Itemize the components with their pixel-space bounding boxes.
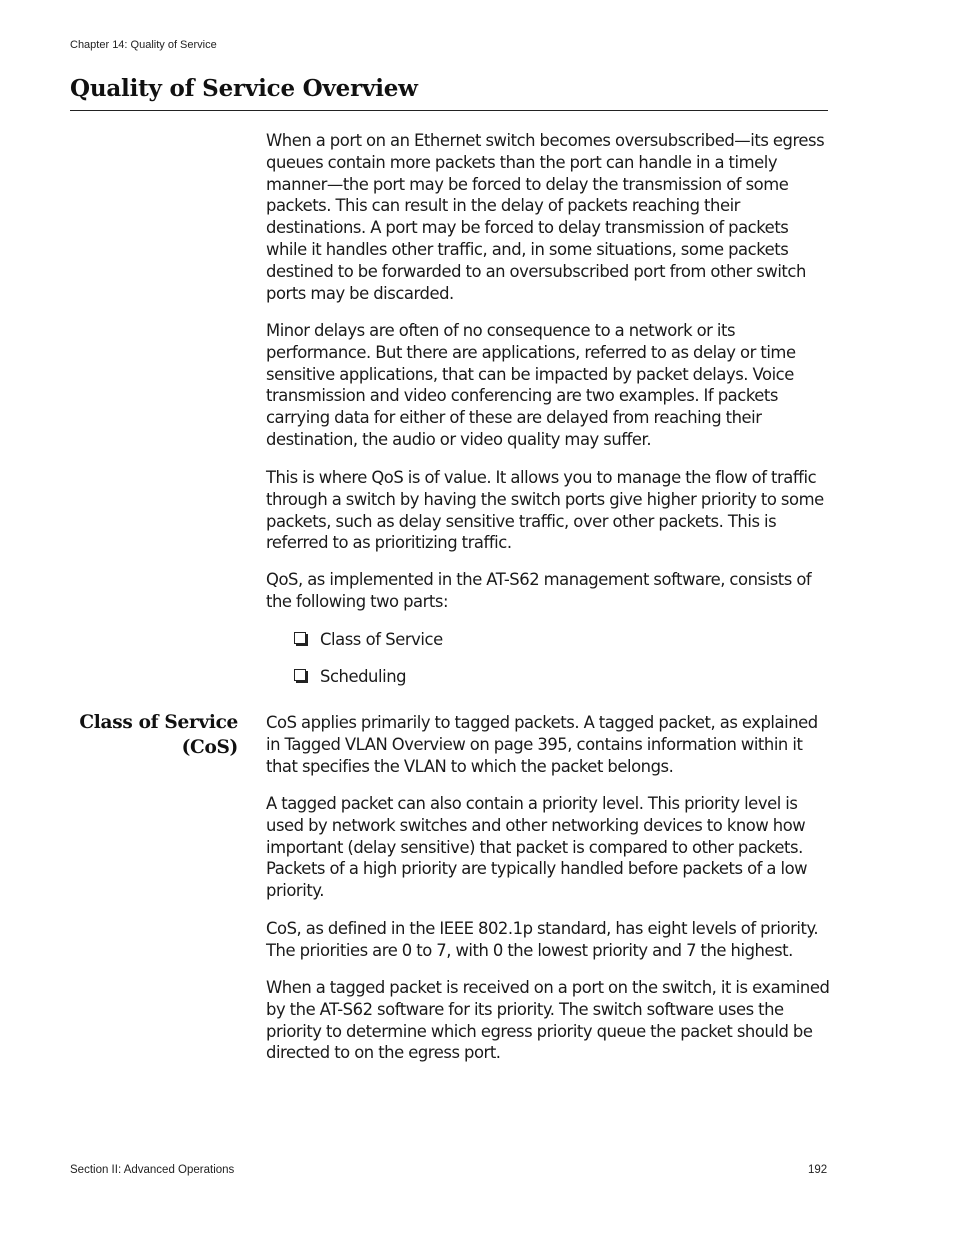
paragraph-ieee-8021p: CoS, as defined in the IEEE 802.1p standard, has eight levels of priority. The priorities are 0 to 7, with 0 the lowest priority and 7 the highest. <box>266 919 819 960</box>
paragraph-oversubscribed: When a port on an Ethernet switch becomes oversubscribed—its egress queues contain more packets than the port can handle in a timely manner—the port may be forced to delay the transmission of some packets. This can result in the delay of packets reaching their destinations. A port may be forced to delay transmission of packets while it handles other traffic, and, in some situations, some packets destined to be forwarded to an oversubscribed port from other switch ports may be discarded. <box>266 131 825 303</box>
bullet-label: Class of Service <box>320 630 443 649</box>
paragraph-qos-value: This is where QoS is of value. It allows you to manage the flow of traffic through a switch by having the switch ports give higher priority to some packets, such as delay sensitive traffic, over other packets. This is referred to as prioritizing traffic. <box>266 468 824 553</box>
paragraph-minor-delays: Minor delays are often of no consequence to a network or its performance. But there are applications, referred to as delay or time sensitive applications, that can be impacted by packet delays. Voice transmission and video conferencing are two examples. If packets carrying data for either of these are delayed from reaching their destination, the audio or video quality may suffer. <box>266 321 796 449</box>
section-heading-cos <box>38 710 238 760</box>
page-title: Quality of Service Overview <box>70 75 418 102</box>
running-head: Chapter 14: Quality of Service <box>70 39 217 51</box>
checkbox-bullet-icon <box>294 669 306 681</box>
title-rule <box>70 110 828 111</box>
bullet-label: Scheduling <box>320 667 407 686</box>
checkbox-bullet-icon <box>294 632 306 644</box>
paragraph-tagged-received: When a tagged packet is received on a port on the switch, it is examined by the AT-S62 software for its priority. The switch software uses the priority to determine which egress priority queue the packet should be directed to on the egress port. <box>266 978 830 1063</box>
section-heading-line2: (CoS) <box>181 737 238 758</box>
paragraph-cos-tagged: CoS applies primarily to tagged packets. A tagged packet, as explained in Tagged VLAN Overview on page 395, contains information within it that specifies the VLAN to which the packet belongs. <box>266 713 818 776</box>
paragraph-qos-parts: QoS, as implemented in the AT-S62 management software, consists of the following two parts: <box>266 570 812 611</box>
page-number: 192 <box>808 1164 828 1176</box>
section-heading-line1: Class of Service <box>79 712 238 733</box>
bullet-item-scheduling <box>294 666 406 688</box>
footer-section-label: Section II: Advanced Operations <box>70 1164 235 1176</box>
bullet-item-class-of-service <box>294 629 443 651</box>
paragraph-priority-level: A tagged packet can also contain a priority level. This priority level is used by network switches and other networking devices to know how important (delay sensitive) that packet is compared to other packets. Packets of a high priority are typically handled before packets of a low priority. <box>266 794 808 901</box>
